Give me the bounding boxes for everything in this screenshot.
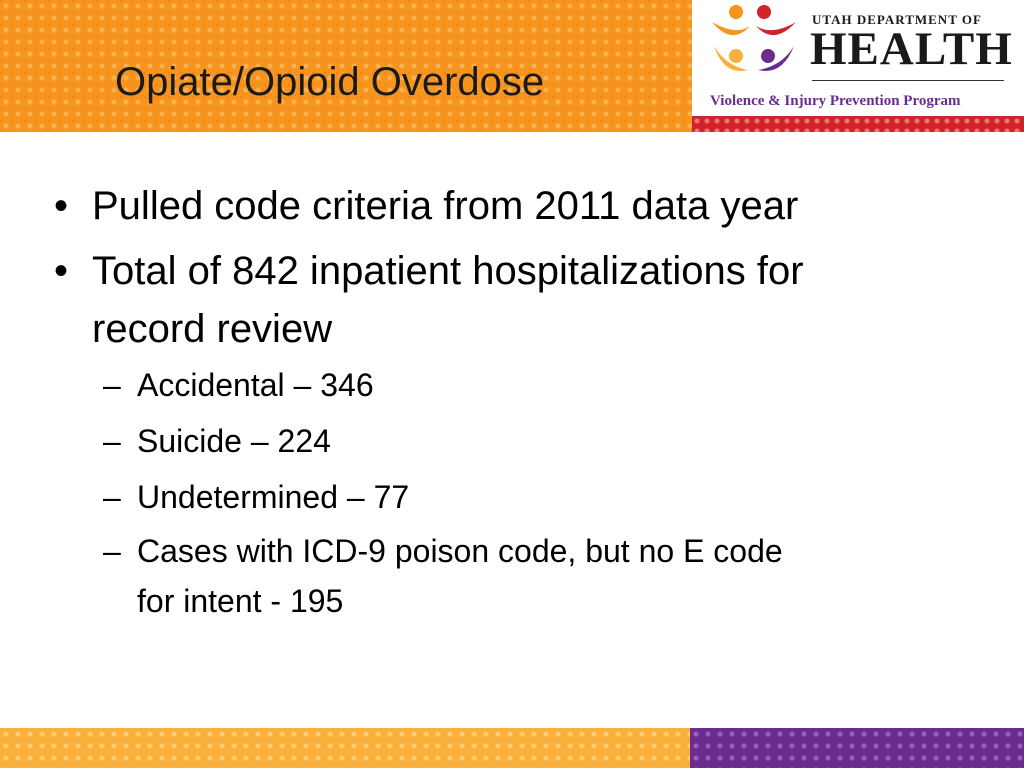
logo-agency-line: UTAH DEPARTMENT OF [812,12,982,27]
sub-bullet-item [103,470,409,524]
bullet-line: record review [92,307,333,351]
sub-bullet-marker: – [103,367,121,403]
logo-red-strip [692,116,1024,132]
sub-bullet-marker: – [103,479,121,515]
sub-bullet-text [137,414,331,468]
sub-bullet-marker: – [103,423,121,459]
bullet-marker: • [54,249,69,293]
sub-bullet-line: Accidental – 346 [137,367,374,403]
sub-bullet-item [103,414,331,468]
sub-bullet-line: Suicide – 224 [137,423,331,459]
sub-bullet-item [103,526,783,626]
slide-header [0,0,1024,132]
sub-bullet-text [137,470,409,524]
bullet-marker: • [54,184,69,228]
sub-bullet-text [137,526,783,626]
bullet-line: Pulled code criteria from 2011 data year [92,184,799,228]
bullet-text [92,242,804,358]
slide-footer [0,728,1024,768]
sub-bullet-marker: – [103,533,121,569]
sub-bullet-item [103,358,374,412]
slide-title: Opiate/Opioid Overdose [115,60,545,104]
sub-bullet-line: Undetermined – 77 [137,479,410,515]
logo-divider [812,80,1004,81]
bullet-line: Total of 842 inpatient hospitalizations for [92,249,804,293]
bullet-item [54,177,798,235]
sub-bullet-line: Cases with ICD-9 poison code, but no E code [137,533,783,569]
logo-program-name: Violence & Injury Prevention Program [710,93,961,109]
footer-purple-band [690,728,1024,768]
bullet-text [92,177,798,235]
people-figures-logo-icon [706,2,802,88]
logo-agency-main: HEALTH [810,23,1013,75]
bullet-item [54,242,804,358]
footer-yellow-band [0,728,690,768]
sub-bullet-text [137,358,374,412]
sub-bullet-line: for intent - 195 [137,583,344,619]
